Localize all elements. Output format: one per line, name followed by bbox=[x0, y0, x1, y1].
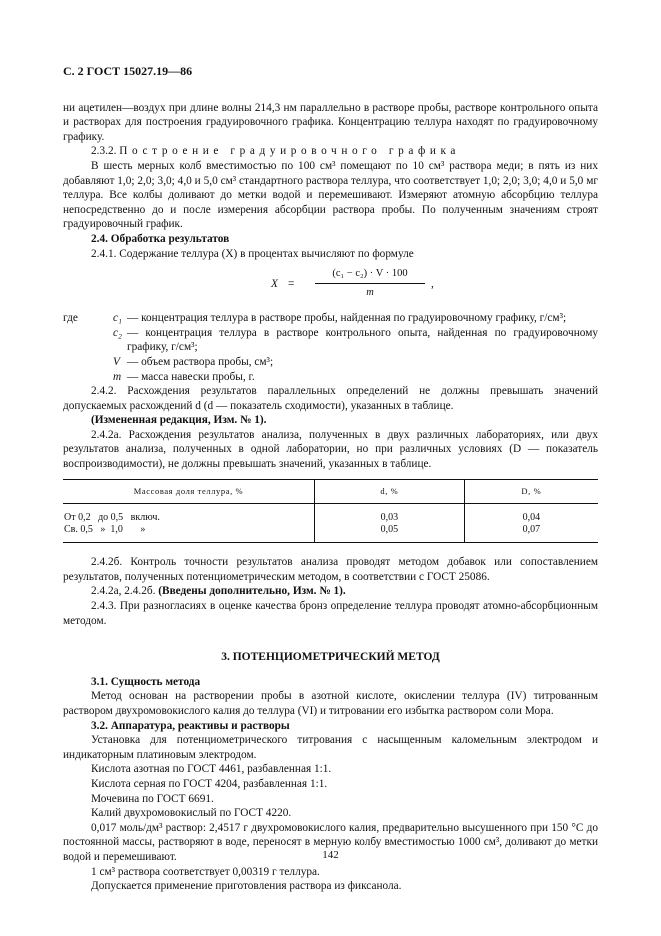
definition-row bbox=[63, 355, 598, 370]
paragraph-3-2-apparatus: Установка для потенциометрического титрования с насыщенным каломельным электродом и индикаторным платиновым электродом. bbox=[63, 734, 598, 761]
table-cell-range: От 0,2 до 0,5 включ. bbox=[64, 512, 160, 524]
paragraph-3-2-equivalence: 1 см³ раствора соответствует 0,00319 г теллура. bbox=[91, 865, 320, 878]
page-header: С. 2 ГОСТ 15027.19—86 bbox=[63, 64, 193, 78]
formula bbox=[63, 265, 598, 307]
definition-text: — масса навески пробы, г. bbox=[127, 370, 255, 383]
definition-lead bbox=[63, 326, 113, 355]
definition-row bbox=[63, 311, 598, 326]
section-3-title: 3. ПОТЕНЦИОМЕТРИЧЕСКИЙ МЕТОД bbox=[221, 651, 440, 664]
paragraph-3-2-urea: Мочевина по ГОСТ 6691. bbox=[91, 792, 214, 805]
heading-2-4: 2.4. Обработка результатов bbox=[91, 232, 230, 245]
amendment-text: (Введены дополнительно, Изм. № 1). bbox=[158, 585, 346, 598]
table-cell-d: 0,05 bbox=[314, 524, 464, 543]
table-header-D: D, % bbox=[464, 479, 598, 504]
paragraph-2-3-2-heading bbox=[63, 144, 598, 159]
paragraph-2-3-2-body: В шесть мерных колб вместимостью по 100 см³ помещают по 10 см³ раствора меди; в пять из них добавляют 1,0; 2,0; 3,0; 4,0 и 5,0 см³ стандартного раствора теллура, что соответствует 1,0; 2,0; 3,0; 4,0 и 5,0 мг теллура. Все колбы доливают до метки водой и перемешивают. Измеряют атомную абсорбцию теллура непосредственно до и после измерения абсорбции раствора пробы. По полученным значениям строят градуировочный график. bbox=[63, 159, 598, 231]
paragraph-2-4-2: 2.4.2. Расхождения результатов параллельных определений не должны превышать значений допускаемых расхождений d (d — показатель сходимости), указанных в таблице. bbox=[63, 385, 598, 412]
table-cell-range: Св. 0,5 » 1,0 » bbox=[64, 524, 146, 536]
table-header-mass-fraction: Массовая доля теллура, % bbox=[63, 479, 314, 504]
definition-row bbox=[63, 326, 598, 355]
table-header-d: d, % bbox=[314, 479, 464, 504]
clause-number: 2.3.2. bbox=[91, 145, 117, 158]
table-row bbox=[63, 524, 598, 543]
variable-definitions bbox=[63, 311, 598, 384]
paragraph-3-2-nitric-acid: Кислота азотная по ГОСТ 4461, разбавленная 1:1. bbox=[91, 763, 332, 776]
heading-3-1: 3.1. Сущность метода bbox=[91, 675, 201, 688]
amendment-note: (Измененная редакция, Изм. № 1). bbox=[91, 414, 267, 427]
definition-lead bbox=[63, 370, 113, 385]
definition-text: — объем раствора пробы, см³; bbox=[127, 355, 274, 368]
definition-lead: где bbox=[63, 312, 78, 325]
formula-denominator: m bbox=[366, 287, 374, 299]
definition-lead bbox=[63, 355, 113, 370]
document-page bbox=[63, 64, 598, 894]
paragraph-2-4-3: 2.4.3. При разногласиях в оценке качества бронз определение теллура проводят атомно-абсорбционным методом. bbox=[63, 600, 598, 627]
heading-3-2: 3.2. Аппаратура, реактивы и растворы bbox=[91, 719, 290, 732]
paragraph-3-2-sulfuric-acid: Кислота серная по ГОСТ 4204, разбавленная 1:1. bbox=[91, 777, 328, 790]
paragraph-3-2-dichromate: Калий двухромовокислый по ГОСТ 4220. bbox=[91, 807, 292, 820]
definition-symbol: c₂ bbox=[113, 326, 122, 339]
paragraph-intro: ни ацетилен—воздух при длине волны 214,3 нм параллельно в растворе пробы, растворе контрольного опыта и растворах для построения градуировочного графика. Концентрацию теллура находят по градуировочному графику. bbox=[63, 101, 598, 143]
clause-title: Построение градуировочного графика bbox=[119, 145, 461, 158]
table-cell-d: 0,03 bbox=[314, 504, 464, 525]
formula-equals: = bbox=[288, 278, 295, 291]
amendment-note-2 bbox=[63, 584, 598, 599]
definition-symbol: V bbox=[113, 355, 120, 368]
definition-symbol: c₁ bbox=[113, 312, 122, 325]
table-cell-D: 0,04 bbox=[464, 504, 598, 525]
formula-comma: , bbox=[431, 278, 434, 291]
definition-text: — концентрация теллура в растворе контрольного опыта, найденная по градуировочному графику, г/см³; bbox=[127, 326, 598, 354]
table-cell-D: 0,07 bbox=[464, 524, 598, 543]
definition-row bbox=[63, 370, 598, 385]
table-header-row bbox=[63, 479, 598, 504]
formula-numerator: (c₁ − c₂) · V · 100 bbox=[332, 268, 408, 280]
paragraph-2-4-1: 2.4.1. Содержание теллура (X) в процентах вычисляют по формуле bbox=[91, 247, 414, 260]
paragraph-3-2-fixanal: Допускается применение приготовления раствора из фиксанола. bbox=[91, 880, 402, 893]
amendment-clauses: 2.4.2а, 2.4.2б. bbox=[91, 585, 156, 598]
definition-text: — концентрация теллура в растворе пробы, найденная по градуировочному графику, г/см³; bbox=[127, 312, 567, 325]
table-row bbox=[63, 504, 598, 525]
paragraph-3-1: Метод основан на растворении пробы в азотной кислоте, окислении теллура (IV) титрованным раствором двухромовокислого калия до теллура (VI) и титровании его избытка раствором соли Мора. bbox=[63, 690, 598, 717]
paragraph-2-4-2a: 2.4.2а. Расхождения результатов анализа, полученных в двух различных лабораториях, или двух результатов анализа, полученных в одной лаборатории, но при различных условиях (D — показатель воспроизводимости), не должны превышать значений, указанных в таблице. bbox=[63, 428, 598, 471]
fraction-bar bbox=[315, 283, 425, 284]
formula-lhs: X bbox=[271, 278, 278, 291]
paragraph-2-4-2b: 2.4.2б. Контроль точности результатов анализа проводят методом добавок или сопоставлением результатов, полученных потенциометрическим методом, в соответствии с ГОСТ 25086. bbox=[63, 556, 598, 583]
tolerance-table bbox=[63, 479, 598, 544]
page-number: 142 bbox=[322, 849, 339, 861]
definition-symbol: m bbox=[113, 370, 122, 383]
paragraph-3-2-solution: 0,017 моль/дм³ раствор: 2,4517 г двухромовокислого калия, предварительно высушенного при 150 °С до постоянной массы, растворяют в воде, переносят в мерную колбу вместимостью 1000 см³, доливают до метки водой и перемешивают. bbox=[63, 821, 598, 863]
